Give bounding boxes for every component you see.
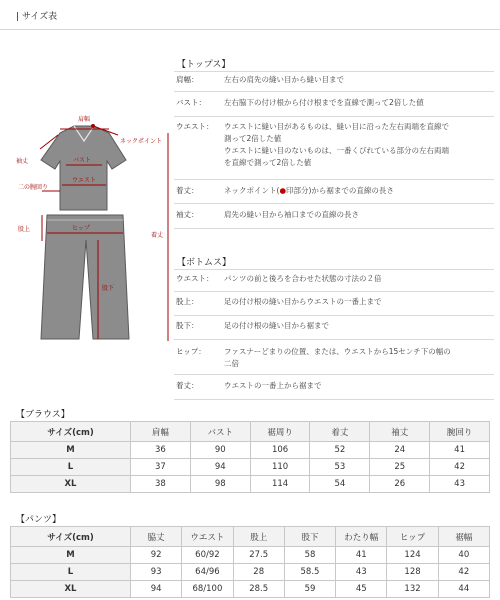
table-cell: 98 [190, 476, 250, 493]
def-term: 着丈： [176, 381, 199, 390]
column-header: ヒップ [387, 527, 438, 547]
table-row [11, 442, 490, 459]
def-term: ウエスト： [176, 274, 214, 283]
column-header: サイズ(cm) [11, 422, 131, 442]
table-cell: 43 [430, 476, 490, 493]
column-header: サイズ(cm) [11, 527, 131, 547]
table-cell: 52 [310, 442, 370, 459]
blouse-table-title: 【ブラウス】 [16, 410, 70, 420]
column-header: 肩幅 [131, 422, 191, 442]
column-header: 着丈 [310, 422, 370, 442]
def-desc: 肩先の縫い目から袖口までの直線の長さ [224, 210, 359, 219]
def-term: ヒップ： [176, 347, 206, 356]
row-label: XL [11, 476, 131, 493]
table-cell: 94 [131, 581, 182, 598]
def-term: 袖丈： [176, 210, 199, 219]
def-term: 肩幅： [176, 75, 199, 84]
table-cell: 41 [336, 547, 387, 564]
table-row [11, 581, 490, 598]
def-desc: 左右脇下の付け根から付け根までを直線で測って2倍した値 [224, 98, 424, 107]
table-cell: 53 [310, 459, 370, 476]
def-desc-line: を直線で測って2倍した値 [224, 158, 312, 167]
table-cell: 128 [387, 564, 438, 581]
table-header-row [11, 422, 490, 442]
table-cell: 58 [284, 547, 335, 564]
column-header: 腕回り [430, 422, 490, 442]
label-upper-arm: 二の腕回り [18, 184, 49, 191]
table-cell: 37 [131, 459, 191, 476]
table-cell: 41 [430, 442, 490, 459]
table-cell: 44 [438, 581, 489, 598]
column-header: 袖丈 [370, 422, 430, 442]
def-term: 股下： [176, 321, 199, 330]
def-term: 着丈： [176, 186, 199, 195]
table-cell: 93 [131, 564, 182, 581]
divider [174, 179, 494, 180]
def-desc: ウエストの一番上から裾まで [224, 381, 322, 390]
table-cell: 54 [310, 476, 370, 493]
row-label: XL [11, 581, 131, 598]
label-waist: ウエスト [72, 177, 97, 184]
table-row [11, 459, 490, 476]
table-cell: 45 [336, 581, 387, 598]
row-label: M [11, 442, 131, 459]
column-header: わたり幅 [336, 527, 387, 547]
divider [174, 71, 494, 72]
divider [174, 291, 494, 292]
def-desc-part: 印部分)から裾までの直線の長さ [285, 186, 394, 195]
table-cell: 110 [250, 459, 310, 476]
table-cell: 24 [370, 442, 430, 459]
table-row [11, 547, 490, 564]
def-desc-line: ファスナーどまりの位置、または、ウエストから15センチ下の幅の [224, 347, 451, 356]
def-term: ウエスト： [176, 122, 214, 131]
divider [174, 315, 494, 316]
table-cell: 40 [438, 547, 489, 564]
label-rise: 股上 [18, 226, 31, 233]
def-term: バスト： [176, 98, 206, 107]
divider [174, 228, 494, 229]
def-desc-part: ネックポイント( [224, 186, 280, 195]
table-cell: 27.5 [233, 547, 284, 564]
pants-table-title: 【パンツ】 [16, 515, 62, 525]
def-desc: パンツの前と後ろを合わせた状態の寸法の２倍 [224, 274, 382, 283]
table-cell: 36 [131, 442, 191, 459]
table-cell: 28.5 [233, 581, 284, 598]
table-cell: 42 [430, 459, 490, 476]
label-sleeve: 袖丈 [16, 158, 29, 165]
table-cell: 25 [370, 459, 430, 476]
def-desc-line: 二倍 [224, 359, 239, 368]
def-desc [224, 185, 492, 197]
def-desc: 左右の肩先の縫い目から縫い目まで [224, 75, 344, 84]
table-cell: 106 [250, 442, 310, 459]
table-cell: 94 [190, 459, 250, 476]
def-row-hip [174, 346, 494, 372]
table-cell: 68/100 [182, 581, 233, 598]
def-row-waist [174, 121, 494, 177]
table-cell: 92 [131, 547, 182, 564]
def-term: 股上： [176, 297, 199, 306]
def-desc-line: 測って2倍した値 [224, 134, 282, 143]
column-header: バスト [190, 422, 250, 442]
table-cell: 43 [336, 564, 387, 581]
label-neck-point: ネックポイント [120, 138, 163, 145]
def-desc-line: ウエストに縫い目のないものは、一番くびれている部分の左右両端 [224, 146, 449, 155]
label-hip: ヒップ [72, 225, 90, 232]
divider [174, 203, 494, 204]
row-label: L [11, 459, 131, 476]
page-title: | サイズ表 [16, 12, 58, 22]
column-header: 脇丈 [131, 527, 182, 547]
def-desc [224, 346, 492, 370]
table-cell: 26 [370, 476, 430, 493]
divider [174, 116, 494, 117]
table-cell: 58.5 [284, 564, 335, 581]
table-cell: 59 [284, 581, 335, 598]
column-header: 裾周り [250, 422, 310, 442]
neck-point-dot [91, 124, 95, 128]
table-cell: 90 [190, 442, 250, 459]
table-cell: 114 [250, 476, 310, 493]
trousers-shape [41, 215, 129, 339]
row-label: L [11, 564, 131, 581]
divider [174, 339, 494, 340]
table-cell: 132 [387, 581, 438, 598]
table-row [11, 564, 490, 581]
pants-size-table [10, 526, 490, 598]
column-header: 股下 [284, 527, 335, 547]
column-header: ウエスト [182, 527, 233, 547]
tops-section-title: 【トップス】 [177, 60, 231, 70]
label-inseam: 股下 [102, 285, 115, 292]
column-header: 股上 [233, 527, 284, 547]
table-row [11, 476, 490, 493]
table-header-row [11, 527, 490, 547]
table-cell: 124 [387, 547, 438, 564]
divider [174, 374, 494, 375]
title-divider [0, 29, 500, 30]
table-cell: 64/96 [182, 564, 233, 581]
divider [174, 269, 494, 270]
red-dot-marker: ● [279, 186, 286, 195]
label-bust: バスト [73, 157, 92, 164]
def-desc: 足の付け根の縫い目からウエストの一番上まで [224, 297, 382, 306]
def-desc: 足の付け根の縫い目から裾まで [224, 321, 329, 330]
table-cell: 28 [233, 564, 284, 581]
table-cell: 42 [438, 564, 489, 581]
def-desc [224, 121, 492, 169]
column-header: 裾幅 [438, 527, 489, 547]
divider [174, 91, 494, 92]
label-length: 着丈 [151, 232, 164, 239]
label-shoulder: 肩幅 [78, 116, 91, 123]
row-label: M [11, 547, 131, 564]
blouse-size-table [10, 421, 490, 493]
divider [174, 399, 494, 400]
measurement-figure [0, 105, 180, 350]
table-cell: 38 [131, 476, 191, 493]
bottoms-section-title: 【ボトムス】 [177, 258, 232, 268]
table-cell: 60/92 [182, 547, 233, 564]
def-desc-line: ウエストに縫い目があるものは、縫い目に沿った左右両端を直線で [224, 122, 449, 131]
